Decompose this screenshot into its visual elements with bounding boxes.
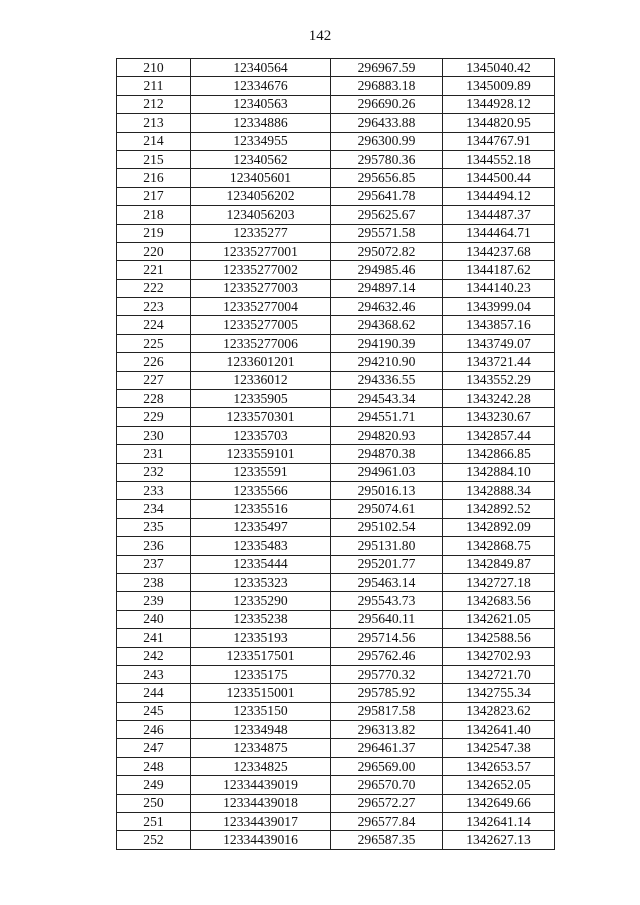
point-id-cell: 1234056202 (191, 187, 331, 205)
coordinate-x-cell: 295656.85 (331, 169, 443, 187)
coordinate-y-cell: 1342641.40 (443, 721, 555, 739)
point-number-cell: 215 (117, 150, 191, 168)
coordinate-y-cell: 1343749.07 (443, 334, 555, 352)
point-id-cell: 1234056203 (191, 206, 331, 224)
coordinate-x-cell: 296587.35 (331, 831, 443, 849)
point-id-cell: 1233515001 (191, 684, 331, 702)
point-number-cell: 241 (117, 629, 191, 647)
coordinate-x-cell: 295714.56 (331, 629, 443, 647)
point-number-cell: 222 (117, 279, 191, 297)
table-row (117, 114, 555, 132)
coordinate-x-cell: 295102.54 (331, 518, 443, 536)
coordinate-x-cell: 296461.37 (331, 739, 443, 757)
point-number-cell: 210 (117, 59, 191, 77)
point-id-cell: 12340562 (191, 150, 331, 168)
point-id-cell: 12335497 (191, 518, 331, 536)
coordinate-y-cell: 1345040.42 (443, 59, 555, 77)
table-row (117, 721, 555, 739)
point-id-cell: 1233517501 (191, 647, 331, 665)
coordinate-y-cell: 1342621.05 (443, 610, 555, 628)
coordinate-y-cell: 1342892.09 (443, 518, 555, 536)
point-number-cell: 232 (117, 463, 191, 481)
coordinate-y-cell: 1342857.44 (443, 426, 555, 444)
point-id-cell: 1233570301 (191, 408, 331, 426)
point-number-cell: 252 (117, 831, 191, 849)
coordinate-y-cell: 1344237.68 (443, 242, 555, 260)
coordinate-y-cell: 1342721.70 (443, 665, 555, 683)
point-number-cell: 217 (117, 187, 191, 205)
point-number-cell: 212 (117, 95, 191, 113)
point-number-cell: 220 (117, 242, 191, 260)
coordinate-y-cell: 1342649.66 (443, 794, 555, 812)
point-number-cell: 240 (117, 610, 191, 628)
coordinate-y-cell: 1342888.34 (443, 481, 555, 499)
coordinate-x-cell: 295641.78 (331, 187, 443, 205)
coordinate-y-cell: 1342755.34 (443, 684, 555, 702)
coordinate-x-cell: 294210.90 (331, 353, 443, 371)
coordinate-x-cell: 295770.32 (331, 665, 443, 683)
table-row (117, 371, 555, 389)
table-row (117, 573, 555, 591)
point-number-cell: 243 (117, 665, 191, 683)
point-id-cell: 12335566 (191, 481, 331, 499)
table-row (117, 206, 555, 224)
table-row (117, 150, 555, 168)
table-row (117, 77, 555, 95)
point-id-cell: 12335483 (191, 537, 331, 555)
point-id-cell: 12335591 (191, 463, 331, 481)
point-id-cell: 12340563 (191, 95, 331, 113)
coordinate-y-cell: 1345009.89 (443, 77, 555, 95)
table-row (117, 739, 555, 757)
table-row (117, 757, 555, 775)
point-number-cell: 225 (117, 334, 191, 352)
coordinate-y-cell: 1344500.44 (443, 169, 555, 187)
table-row (117, 279, 555, 297)
table-row (117, 665, 555, 683)
point-id-cell: 12335277003 (191, 279, 331, 297)
table-row (117, 408, 555, 426)
coordinate-x-cell: 294961.03 (331, 463, 443, 481)
coordinate-x-cell: 294368.62 (331, 316, 443, 334)
coordinate-x-cell: 294551.71 (331, 408, 443, 426)
point-id-cell: 12336012 (191, 371, 331, 389)
coordinate-x-cell: 294336.55 (331, 371, 443, 389)
table-row (117, 169, 555, 187)
coordinate-y-cell: 1342588.56 (443, 629, 555, 647)
point-id-cell: 12334439018 (191, 794, 331, 812)
point-id-cell: 12335277006 (191, 334, 331, 352)
table-row (117, 334, 555, 352)
point-number-cell: 229 (117, 408, 191, 426)
point-number-cell: 223 (117, 298, 191, 316)
table-row (117, 647, 555, 665)
coordinate-y-cell: 1343857.16 (443, 316, 555, 334)
point-id-cell: 123405601 (191, 169, 331, 187)
point-number-cell: 227 (117, 371, 191, 389)
point-number-cell: 242 (117, 647, 191, 665)
coordinate-x-cell: 295072.82 (331, 242, 443, 260)
table-row (117, 316, 555, 334)
coordinate-y-cell: 1342884.10 (443, 463, 555, 481)
point-id-cell: 1233601201 (191, 353, 331, 371)
point-number-cell: 236 (117, 537, 191, 555)
point-number-cell: 233 (117, 481, 191, 499)
coordinate-x-cell: 294820.93 (331, 426, 443, 444)
coordinate-x-cell: 295131.80 (331, 537, 443, 555)
point-number-cell: 248 (117, 757, 191, 775)
coordinate-x-cell: 296572.27 (331, 794, 443, 812)
point-id-cell: 12335516 (191, 500, 331, 518)
point-number-cell: 247 (117, 739, 191, 757)
coordinate-y-cell: 1342868.75 (443, 537, 555, 555)
coordinate-x-cell: 296883.18 (331, 77, 443, 95)
point-number-cell: 239 (117, 592, 191, 610)
point-number-cell: 230 (117, 426, 191, 444)
coordinate-x-cell: 295817.58 (331, 702, 443, 720)
coordinate-x-cell: 294985.46 (331, 261, 443, 279)
point-number-cell: 224 (117, 316, 191, 334)
coordinate-y-cell: 1344140.23 (443, 279, 555, 297)
coordinate-x-cell: 295016.13 (331, 481, 443, 499)
point-id-cell: 12335277004 (191, 298, 331, 316)
table-body (117, 59, 555, 850)
point-id-cell: 12334439017 (191, 813, 331, 831)
point-number-cell: 249 (117, 776, 191, 794)
coordinate-y-cell: 1342823.62 (443, 702, 555, 720)
point-id-cell: 12335150 (191, 702, 331, 720)
point-number-cell: 214 (117, 132, 191, 150)
table-row (117, 390, 555, 408)
table-row (117, 555, 555, 573)
coordinate-x-cell: 295463.14 (331, 573, 443, 591)
table-row (117, 610, 555, 628)
coordinate-x-cell: 295640.11 (331, 610, 443, 628)
coordinate-x-cell: 295762.46 (331, 647, 443, 665)
point-id-cell: 12335277005 (191, 316, 331, 334)
coordinate-y-cell: 1344494.12 (443, 187, 555, 205)
point-number-cell: 213 (117, 114, 191, 132)
point-id-cell: 12335277001 (191, 242, 331, 260)
table-row (117, 426, 555, 444)
table-row (117, 794, 555, 812)
table-row (117, 298, 555, 316)
table-row (117, 684, 555, 702)
point-number-cell: 237 (117, 555, 191, 573)
coordinate-x-cell: 296967.59 (331, 59, 443, 77)
point-id-cell: 12335444 (191, 555, 331, 573)
coordinate-x-cell: 294870.38 (331, 445, 443, 463)
table-row (117, 702, 555, 720)
table-row (117, 242, 555, 260)
point-id-cell: 12335175 (191, 665, 331, 683)
point-number-cell: 221 (117, 261, 191, 279)
coordinate-y-cell: 1342727.18 (443, 573, 555, 591)
point-number-cell: 211 (117, 77, 191, 95)
coordinate-x-cell: 295780.36 (331, 150, 443, 168)
coordinate-y-cell: 1342866.85 (443, 445, 555, 463)
table-row (117, 831, 555, 849)
table-row (117, 776, 555, 794)
coordinate-y-cell: 1343242.28 (443, 390, 555, 408)
coordinate-y-cell: 1343721.44 (443, 353, 555, 371)
point-number-cell: 245 (117, 702, 191, 720)
coordinate-y-cell: 1343230.67 (443, 408, 555, 426)
coordinate-x-cell: 294632.46 (331, 298, 443, 316)
coordinate-y-cell: 1344928.12 (443, 95, 555, 113)
point-id-cell: 12335193 (191, 629, 331, 647)
coordinate-x-cell: 295625.67 (331, 206, 443, 224)
table-row (117, 353, 555, 371)
coordinate-y-cell: 1344552.18 (443, 150, 555, 168)
table-row (117, 813, 555, 831)
point-number-cell: 238 (117, 573, 191, 591)
point-id-cell: 12334439016 (191, 831, 331, 849)
point-number-cell: 235 (117, 518, 191, 536)
point-id-cell: 12334825 (191, 757, 331, 775)
point-number-cell: 251 (117, 813, 191, 831)
coordinate-y-cell: 1342892.52 (443, 500, 555, 518)
point-number-cell: 228 (117, 390, 191, 408)
coordinate-y-cell: 1342849.87 (443, 555, 555, 573)
coordinate-y-cell: 1342641.14 (443, 813, 555, 831)
point-number-cell: 226 (117, 353, 191, 371)
table-row (117, 629, 555, 647)
point-number-cell: 216 (117, 169, 191, 187)
point-number-cell: 234 (117, 500, 191, 518)
coordinate-y-cell: 1344464.71 (443, 224, 555, 242)
table-row (117, 481, 555, 499)
coordinate-x-cell: 295543.73 (331, 592, 443, 610)
point-number-cell: 218 (117, 206, 191, 224)
point-id-cell: 12335703 (191, 426, 331, 444)
table-row (117, 132, 555, 150)
coordinate-x-cell: 296300.99 (331, 132, 443, 150)
table-row (117, 95, 555, 113)
page-number: 142 (308, 28, 332, 44)
coordinate-x-cell: 294190.39 (331, 334, 443, 352)
table-row (117, 261, 555, 279)
table-row (117, 463, 555, 481)
coordinate-y-cell: 1343999.04 (443, 298, 555, 316)
coordinate-x-cell: 296690.26 (331, 95, 443, 113)
point-id-cell: 12335905 (191, 390, 331, 408)
coordinate-y-cell: 1343552.29 (443, 371, 555, 389)
point-id-cell: 12335277002 (191, 261, 331, 279)
coordinate-x-cell: 296313.82 (331, 721, 443, 739)
coordinate-y-cell: 1342547.38 (443, 739, 555, 757)
coordinate-y-cell: 1344767.91 (443, 132, 555, 150)
coordinate-x-cell: 295074.61 (331, 500, 443, 518)
point-id-cell: 12335290 (191, 592, 331, 610)
coordinate-x-cell: 295785.92 (331, 684, 443, 702)
coordinate-x-cell: 295201.77 (331, 555, 443, 573)
coordinate-x-cell: 296433.88 (331, 114, 443, 132)
coordinate-y-cell: 1342653.57 (443, 757, 555, 775)
coordinate-x-cell: 296577.84 (331, 813, 443, 831)
coordinate-x-cell: 294897.14 (331, 279, 443, 297)
coordinate-x-cell: 296569.00 (331, 757, 443, 775)
point-number-cell: 244 (117, 684, 191, 702)
table-row (117, 59, 555, 77)
coordinate-y-cell: 1344187.62 (443, 261, 555, 279)
coordinate-x-cell: 294543.34 (331, 390, 443, 408)
point-number-cell: 219 (117, 224, 191, 242)
point-number-cell: 231 (117, 445, 191, 463)
point-number-cell: 250 (117, 794, 191, 812)
point-id-cell: 12334955 (191, 132, 331, 150)
coordinate-y-cell: 1344487.37 (443, 206, 555, 224)
point-id-cell: 12335277 (191, 224, 331, 242)
point-id-cell: 12334439019 (191, 776, 331, 794)
coordinates-table (116, 58, 555, 850)
point-id-cell: 12334875 (191, 739, 331, 757)
coordinate-x-cell: 295571.58 (331, 224, 443, 242)
point-id-cell: 12335238 (191, 610, 331, 628)
point-id-cell: 12334948 (191, 721, 331, 739)
table-row (117, 187, 555, 205)
point-id-cell: 12334676 (191, 77, 331, 95)
coordinate-y-cell: 1344820.95 (443, 114, 555, 132)
table-row (117, 537, 555, 555)
coordinate-y-cell: 1342683.56 (443, 592, 555, 610)
table-row (117, 518, 555, 536)
table-row (117, 500, 555, 518)
point-id-cell: 12340564 (191, 59, 331, 77)
table-row (117, 445, 555, 463)
point-id-cell: 1233559101 (191, 445, 331, 463)
point-number-cell: 246 (117, 721, 191, 739)
coordinate-y-cell: 1342627.13 (443, 831, 555, 849)
coordinate-y-cell: 1342702.93 (443, 647, 555, 665)
coordinate-y-cell: 1342652.05 (443, 776, 555, 794)
table-row (117, 224, 555, 242)
coordinate-x-cell: 296570.70 (331, 776, 443, 794)
point-id-cell: 12334886 (191, 114, 331, 132)
point-id-cell: 12335323 (191, 573, 331, 591)
table-row (117, 592, 555, 610)
